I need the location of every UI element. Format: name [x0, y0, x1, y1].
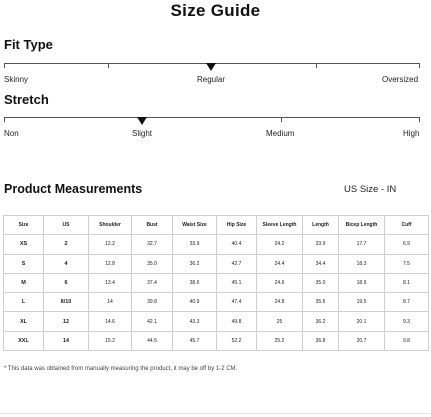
- table-cell: 34.4: [303, 254, 339, 273]
- column-header-shoulder: Shoulder: [89, 216, 132, 235]
- fit-type-tick-oversized: [419, 63, 420, 68]
- stretch-label-non: Non: [4, 129, 19, 138]
- table-row: [4, 293, 429, 312]
- table-cell: 4: [44, 254, 89, 273]
- table-cell: 40.4: [217, 235, 257, 254]
- table-cell: 19.5: [339, 293, 385, 312]
- table-row: [4, 312, 429, 331]
- page-title: Size Guide: [170, 1, 261, 20]
- table-cell: 42.1: [132, 312, 173, 331]
- size-table: [3, 215, 429, 351]
- table-cell: 25.2: [257, 331, 303, 350]
- table-cell: 15.2: [89, 331, 132, 350]
- table-cell: 24.4: [257, 254, 303, 273]
- table-cell: 18.9: [339, 273, 385, 292]
- table-cell: 9.3: [385, 312, 429, 331]
- stretch-selected-marker: [137, 117, 147, 125]
- fit-type-tick-skinny: [4, 63, 5, 68]
- table-cell: 6: [44, 273, 89, 292]
- table-cell: 8.1: [385, 273, 429, 292]
- column-header-bicep-length: Bicep Length: [339, 216, 385, 235]
- table-cell: 14: [44, 331, 89, 350]
- column-header-sleeve-length: Sleeve Length: [257, 216, 303, 235]
- table-cell: M: [4, 273, 44, 292]
- fit-type-label-oversized: Oversized: [382, 75, 419, 84]
- table-cell: 8/10: [44, 293, 89, 312]
- fit-type-tick: [316, 63, 317, 68]
- table-cell: 18.3: [339, 254, 385, 273]
- table-cell: 36.2: [173, 254, 217, 273]
- table-cell: 35.0: [132, 254, 173, 273]
- table-header-row: [4, 216, 429, 235]
- table-row: [4, 273, 429, 292]
- table-cell: 9.8: [385, 331, 429, 350]
- table-cell: 8.7: [385, 293, 429, 312]
- stretch-label-high: High: [403, 129, 420, 138]
- table-cell: 14.6: [89, 312, 132, 331]
- table-cell: 35.6: [303, 293, 339, 312]
- fit-type-selected-marker: [206, 63, 216, 71]
- column-header-us: US: [44, 216, 89, 235]
- column-header-hip-size: Hip Size: [217, 216, 257, 235]
- table-cell: 20.7: [339, 331, 385, 350]
- table-cell: 37.4: [132, 273, 173, 292]
- fit-type-label-skinny: Skinny: [4, 75, 29, 84]
- fit-type-heading: Fit Type: [4, 37, 53, 52]
- bottom-divider: [0, 413, 431, 414]
- table-cell: 13.4: [89, 273, 132, 292]
- table-cell: 24.6: [257, 273, 303, 292]
- column-header-size: Size: [4, 216, 44, 235]
- table-row: [4, 254, 429, 273]
- table-cell: 43.3: [173, 312, 217, 331]
- table-cell: S: [4, 254, 44, 273]
- stretch-tick-medium: [281, 117, 282, 122]
- table-cell: 44.5: [132, 331, 173, 350]
- table-cell: 33.9: [173, 235, 217, 254]
- stretch-tick-non: [4, 117, 5, 122]
- table-cell: 49.8: [217, 312, 257, 331]
- stretch-label-slight: Slight: [132, 129, 153, 138]
- table-cell: 24.8: [257, 293, 303, 312]
- stretch-scale: [4, 117, 420, 131]
- stretch-tick-high: [419, 117, 420, 122]
- table-cell: 12.8: [89, 254, 132, 273]
- table-cell: XXL: [4, 331, 44, 350]
- table-cell: 42.7: [217, 254, 257, 273]
- fit-type-tick: [108, 63, 109, 68]
- table-cell: 52.2: [217, 331, 257, 350]
- table-cell: 33.9: [303, 235, 339, 254]
- table-cell: 14: [89, 293, 132, 312]
- measurement-note: * This data was obtained from manually measuring the product, it may be off by 1-2 CM.: [4, 366, 238, 372]
- table-cell: 25: [257, 312, 303, 331]
- table-cell: 40.9: [173, 293, 217, 312]
- fit-type-label-regular: Regular: [197, 75, 226, 84]
- stretch-scale-line: [4, 117, 420, 118]
- table-cell: 6.9: [385, 235, 429, 254]
- table-cell: 12: [44, 312, 89, 331]
- table-cell: XL: [4, 312, 44, 331]
- column-header-waist-size: Waist Size: [173, 216, 217, 235]
- table-cell: XS: [4, 235, 44, 254]
- table-cell: 47.4: [217, 293, 257, 312]
- size-table-body: [4, 235, 429, 351]
- table-row: [4, 331, 429, 350]
- column-header-length: Length: [303, 216, 339, 235]
- table-cell: 36.8: [303, 331, 339, 350]
- table-cell: 32.7: [132, 235, 173, 254]
- unit-label: US Size - IN: [344, 184, 397, 195]
- table-cell: 12.2: [89, 235, 132, 254]
- table-cell: 24.2: [257, 235, 303, 254]
- table-cell: 2: [44, 235, 89, 254]
- table-cell: 38.6: [173, 273, 217, 292]
- table-cell: 45.1: [217, 273, 257, 292]
- stretch-label-medium: Medium: [266, 129, 295, 138]
- product-measurements-heading: Product Measurements: [4, 182, 143, 196]
- table-cell: 36.2: [303, 312, 339, 331]
- table-row: [4, 235, 429, 254]
- column-header-cuff: Cuff: [385, 216, 429, 235]
- table-cell: L: [4, 293, 44, 312]
- table-cell: 45.7: [173, 331, 217, 350]
- table-cell: 17.7: [339, 235, 385, 254]
- table-cell: 7.5: [385, 254, 429, 273]
- table-cell: 20.1: [339, 312, 385, 331]
- table-cell: 35.0: [303, 273, 339, 292]
- table-cell: 39.8: [132, 293, 173, 312]
- column-header-bust: Bust: [132, 216, 173, 235]
- stretch-heading: Stretch: [4, 92, 49, 107]
